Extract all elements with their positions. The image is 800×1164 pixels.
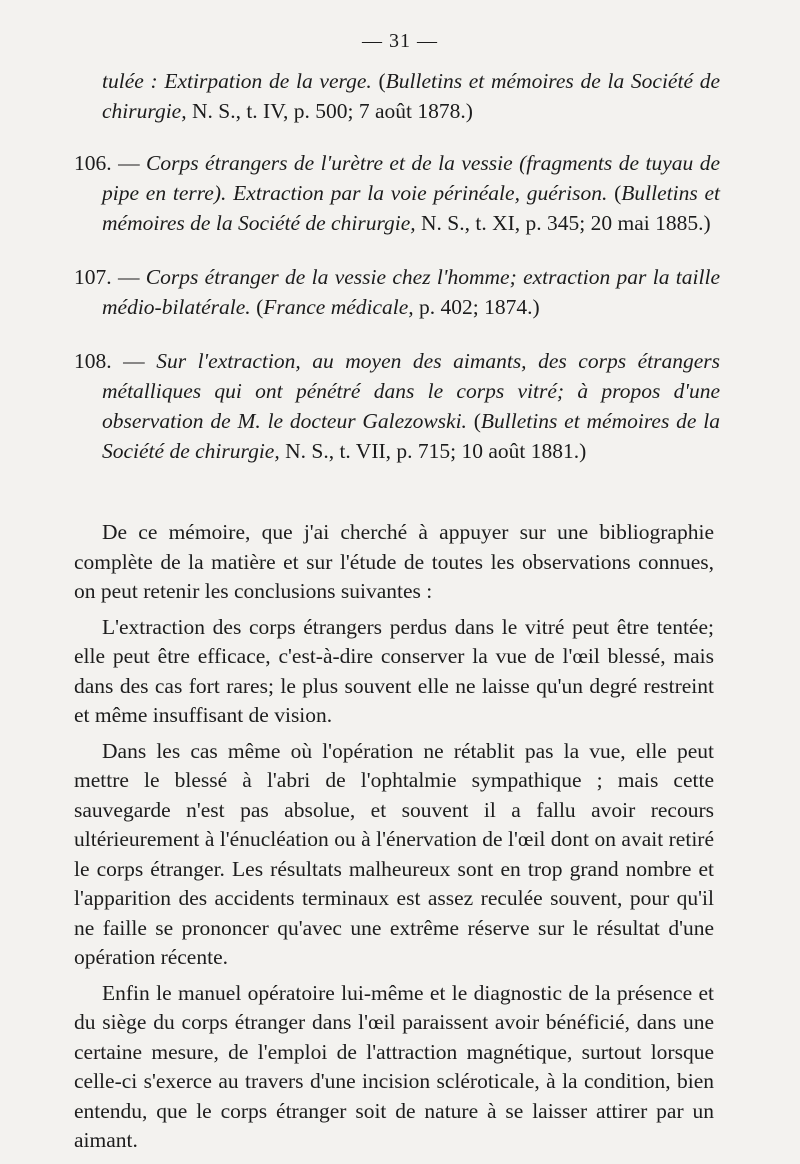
entry-title: tulée : Extirpation de la verge. [102,69,372,93]
bibliography-entry-107: 107. — Corps étranger de la vessie chez l'homme; extraction par la taille médio-bilatérale. (France médicale, p. 402; 1874.) [74,265,720,319]
entry-journal: Bulletins et mémoires de la Société de chirurgie, [102,409,720,463]
paragraph-ophtalmie: Dans les cas même où l'opération ne rétablit pas la vue, elle peut mettre le blessé à l'abri de l'ophtalmie sympathique ; mais cette sauvegarde n'est pas absolue, et souvent il a fallu avoir recours ultérieurement à l'énucléation ou à l'énervation de l'œil dont on avait retiré le corps étranger. Les résultats malheureux sont en trop grand nombre et l'apparition des accidents terminaux est assez reculée souvent, pour qu'il ne faille se prononcer qu'avec une extrême réserve sur le résultat d'une opération récente. [74,738,714,969]
paragraph-intro: De ce mémoire, que j'ai cherché à appuyer sur une bibliographie complète de la matière et sur l'étude de toutes les observations connues, on peut retenir les conclusions suivantes : [74,520,714,603]
bibliography-list [74,66,720,490]
entry-citation: N. S., t. XI, p. 345; 20 mai 1885.) [415,211,711,235]
entry-title: Corps étrangers de l'urètre et de la vessie (fragments de tuyau de pipe en terre). Extraction par la voie périnéale, guérison. [102,151,720,205]
entry-citation: p. 402; 1874.) [413,295,540,319]
paragraph-magnetic: Enfin le manuel opératoire lui-même et le diagnostic de la présence et du siège du corps étranger dans l'œil paraissent avoir bénéficié, dans une certaine mesure, de l'emploi de l'attraction magnétique, surtout lorsque celle-ci s'exerce au travers d'une incision scléroticale, à la condition, bien entendu, que le corps étranger soit de nature à se laisser attirer par un aimant. [74,980,714,1152]
entry-citation: N. S., t. IV, p. 500; 7 août 1878.) [186,99,473,123]
entry-journal: Bulletins et mémoires de la Société de chirurgie, [102,181,721,235]
page-number: — 31 — [362,30,438,52]
entry-number: 108. [74,349,112,373]
paragraph-extraction: L'extraction des corps étrangers perdus dans le vitré peut être tentée; elle peut être efficace, c'est-à-dire conserver la vue de l'œil blessé, mais dans des cas fort rares; le plus souvent elle ne laisse qu'un degré restreint et même insuffisant de vision. [74,614,714,727]
entry-title: Sur l'extraction, au moyen des aimants, des corps étrangers métalliques qui ont pénétré dans le corps vitré; à propos d'une observation de M. le docteur Galezowski. [102,349,720,433]
entry-number: 106. [74,151,112,175]
bibliography-entry-continued: tulée : Extirpation de la verge. (Bulletins et mémoires de la Société de chirurgie, N. S., t. IV, p. 500; 7 août 1878.) [102,69,720,123]
entry-title: Corps étranger de la vessie chez l'homme; extraction par la taille médio-bilatérale. [102,265,720,319]
entry-journal: France médicale, [263,295,414,319]
entry-citation: N. S., t. VII, p. 715; 10 août 1881.) [279,439,587,463]
bibliography-entry-108: 108. — Sur l'extraction, au moyen des aimants, des corps étrangers métalliques qui ont pénétré dans le corps vitré; à propos d'une observation de M. le docteur Galezowski. (Bulletins et mémoires de la Société de chirurgie, N. S., t. VII, p. 715; 10 août 1881.) [74,349,720,463]
entry-number: 107. [74,265,112,289]
conclusions-section [74,518,714,1162]
bibliography-entry-106: 106. — Corps étrangers de l'urètre et de la vessie (fragments de tuyau de pipe en terre). Extraction par la voie périnéale, guérison. (Bulletins et mémoires de la Société de chirurgie, N. S., t. XI, p. 345; 20 mai 1885.) [74,151,721,235]
entry-journal: Bulletins et mémoires de la Société de chirurgie, [102,69,720,123]
